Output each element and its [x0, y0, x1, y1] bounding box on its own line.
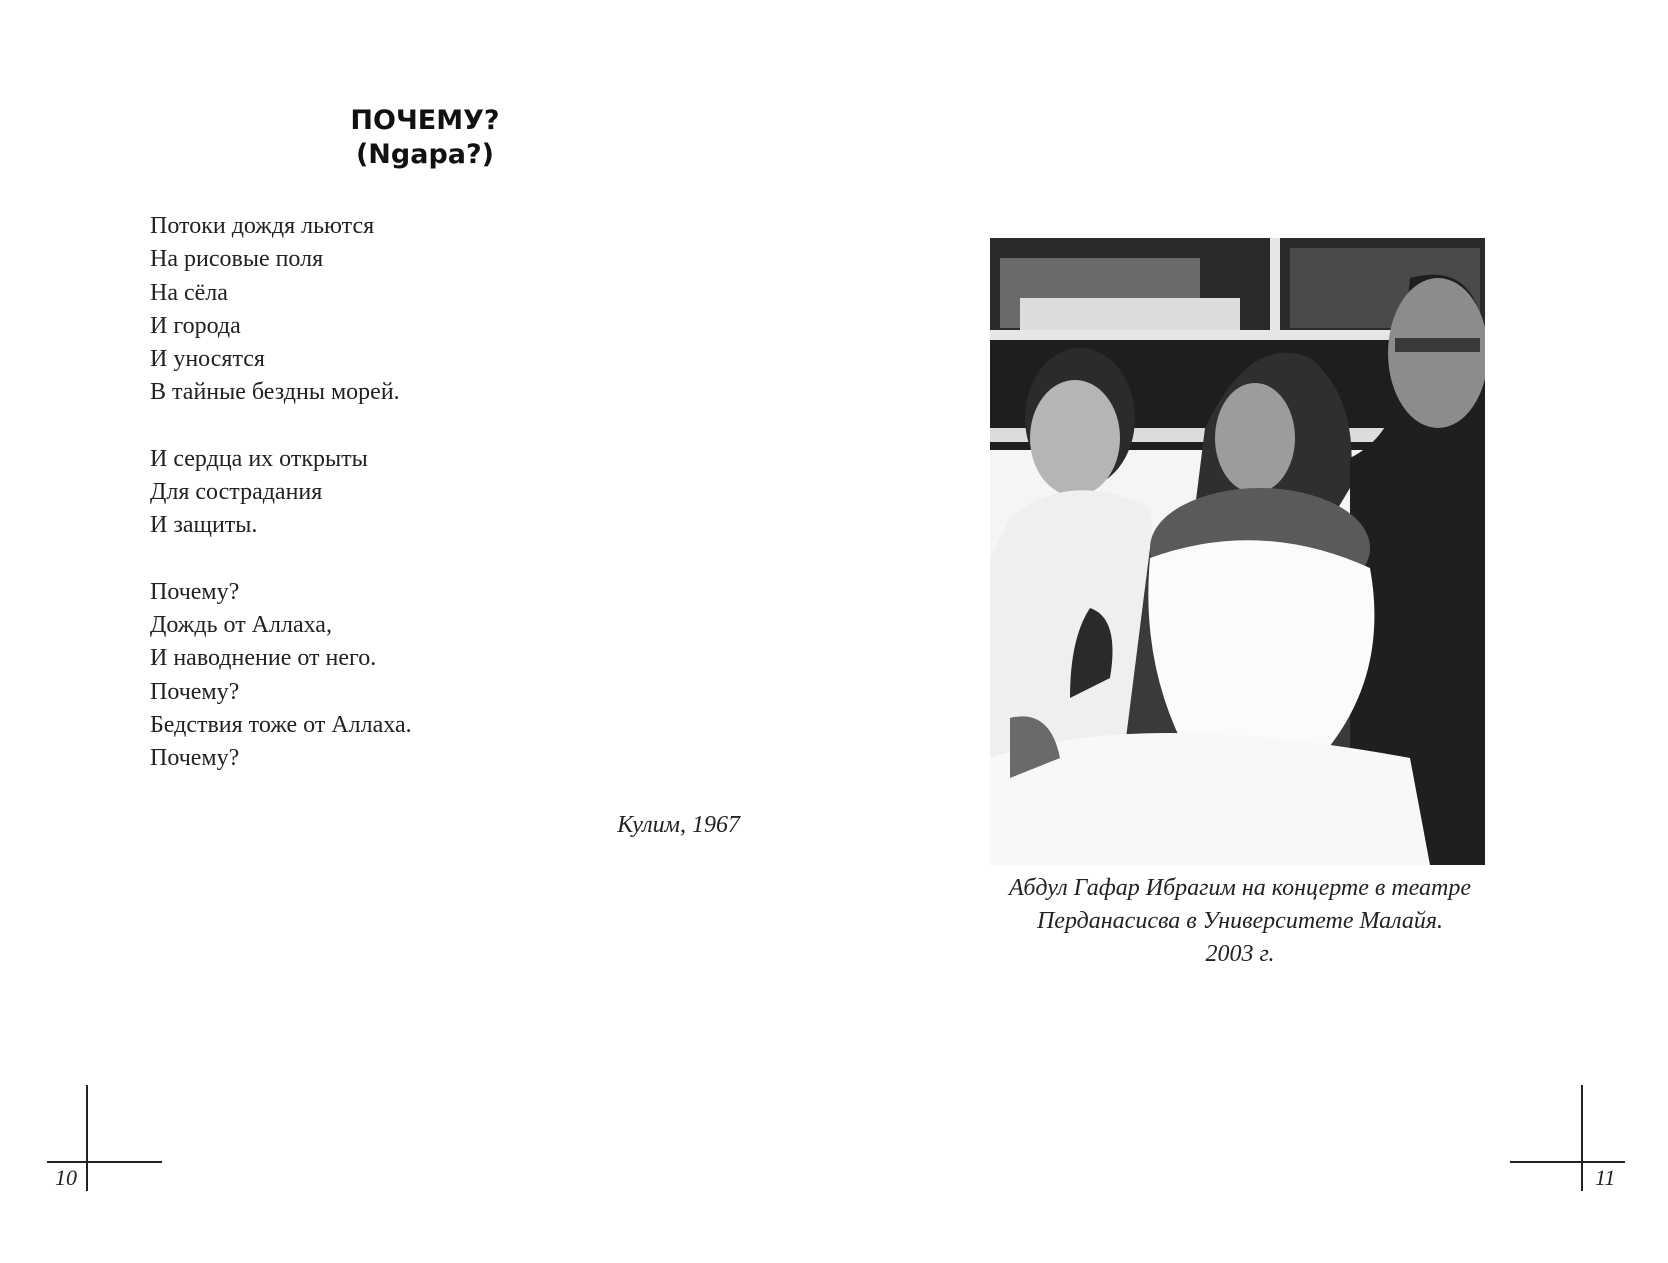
poem-signature: Кулим, 1967: [617, 812, 740, 838]
poem-stanza: [150, 443, 412, 543]
poem-stanza: [150, 210, 412, 410]
photo-caption: [940, 872, 1540, 971]
poem-line: Дождь от Аллаха,: [150, 611, 332, 638]
poem-stanza: [150, 576, 412, 776]
poem-line: И наводнение от него.: [150, 645, 377, 672]
poem-line: Почему?: [150, 745, 240, 772]
caption-line: Перданасисва в Университете Малайя.: [1036, 908, 1444, 934]
poem-title-main: ПОЧЕМУ?: [350, 105, 500, 136]
caption-line: Абдул Гафар Ибрагим на концерте в театре: [1009, 875, 1471, 901]
poem-line: На сёла: [150, 279, 228, 306]
poem-line: Для сострадания: [150, 479, 323, 506]
poem-line: Почему?: [150, 678, 240, 705]
poem-line: И уносятся: [150, 346, 265, 373]
caption-line: 2003 г.: [1205, 941, 1275, 967]
poem-line: И сердца их открыты: [150, 445, 368, 472]
poem-line: На рисовые поля: [150, 246, 324, 273]
crop-mark-vertical: [1581, 1085, 1583, 1191]
concert-photo-image: [990, 238, 1485, 865]
concert-photo: [990, 238, 1485, 865]
crop-mark-horizontal: [1510, 1161, 1625, 1163]
poem-line: Бедствия тоже от Аллаха.: [150, 711, 412, 738]
poem-line: Потоки дождя льются: [150, 213, 375, 239]
crop-mark-horizontal: [47, 1161, 162, 1163]
poem-line: И защиты.: [150, 512, 258, 539]
page-number: 10: [55, 1165, 77, 1190]
poem-title: [300, 104, 550, 172]
poem-body: [150, 210, 412, 808]
poem-title-original: (Ngapa?): [355, 139, 495, 170]
poem-line: В тайные бездны морей.: [150, 379, 400, 406]
crop-mark-vertical: [86, 1085, 88, 1191]
poem-line: И города: [150, 312, 241, 339]
page-number: 11: [1595, 1165, 1616, 1190]
poem-line: Почему?: [150, 578, 240, 605]
